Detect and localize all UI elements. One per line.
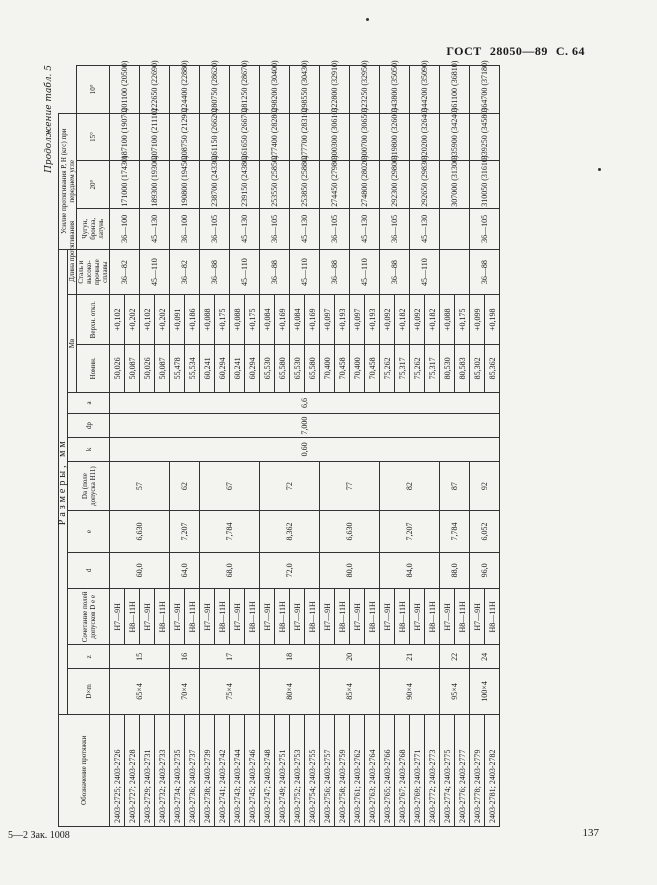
mw-nom-cell: 65,580 bbox=[305, 345, 320, 393]
force-20-cell: 190800 (19450) bbox=[170, 161, 200, 209]
da-cell: 67 bbox=[200, 461, 260, 511]
force-15-cell: 319800 (32600) bbox=[380, 113, 410, 161]
mw-dev-cell: +0,092 bbox=[380, 295, 395, 345]
mw-nom-cell: 65,530 bbox=[290, 345, 305, 393]
col-z: z bbox=[68, 645, 110, 669]
designation-cell: 2403-2732; 2403-2733 bbox=[155, 714, 170, 826]
e-cell: 6,630 bbox=[110, 511, 170, 552]
z-cell: 24 bbox=[470, 645, 500, 669]
force-15-cell: 187100 (19070) bbox=[110, 113, 140, 161]
mw-dev-cell: +0,092 bbox=[410, 295, 425, 345]
tolerance-cell: H7—9H bbox=[410, 589, 425, 645]
d-cell: 72,0 bbox=[260, 552, 320, 589]
scan-speck bbox=[366, 18, 369, 21]
mw-dev-cell: +0,175 bbox=[455, 295, 470, 345]
designation-cell: 2403-2769; 2403-2771 bbox=[410, 714, 425, 826]
a-cell: 6,6 bbox=[110, 392, 500, 414]
designation-cell: 2403-2745; 2403-2746 bbox=[245, 714, 260, 826]
len-steel-cell: 45—110 bbox=[350, 249, 380, 295]
designation-cell: 2403-2743; 2403-2744 bbox=[230, 714, 245, 826]
force-10-cell: 298550 (30430) bbox=[290, 66, 320, 114]
len-cast-cell: 36—105 bbox=[470, 208, 500, 249]
mw-dev-cell: +0,175 bbox=[215, 295, 230, 345]
rotated-table-area bbox=[44, 60, 600, 827]
z-cell: 18 bbox=[260, 645, 320, 669]
len-cast-cell bbox=[440, 208, 470, 249]
e-cell: 7,207 bbox=[380, 511, 440, 552]
table-row bbox=[110, 66, 125, 827]
mw-dev-cell: +0,084 bbox=[290, 295, 305, 345]
col-force-20: 20° bbox=[77, 161, 110, 209]
mw-nom-cell: 75,317 bbox=[425, 345, 440, 393]
z-cell: 16 bbox=[170, 645, 200, 669]
d-cell: 80,0 bbox=[320, 552, 380, 589]
da-cell: 87 bbox=[440, 461, 470, 511]
mw-dev-cell: +0,169 bbox=[275, 295, 290, 345]
force-20-cell: 238700 (24330) bbox=[200, 161, 230, 209]
e-cell: 6,630 bbox=[320, 511, 380, 552]
da-cell: 92 bbox=[470, 461, 500, 511]
mw-nom-cell: 60,294 bbox=[245, 345, 260, 393]
len-steel-cell: 36—88 bbox=[200, 249, 230, 295]
len-steel-cell: 36—88 bbox=[470, 249, 500, 295]
force-15-cell: 261150 (26620) bbox=[200, 113, 230, 161]
force-20-cell: 171000 (17430) bbox=[110, 161, 140, 209]
mw-dev-cell: +0,091 bbox=[170, 295, 185, 345]
len-cast-cell: 45—130 bbox=[140, 208, 170, 249]
dxm-cell: 75×4 bbox=[200, 669, 260, 714]
force-20-cell: 292650 (29830) bbox=[410, 161, 440, 209]
designation-cell: 2403-2756; 2403-2757 bbox=[320, 714, 335, 826]
designation-cell: 2403-2725; 2403-2726 bbox=[110, 714, 125, 826]
tolerance-cell: H8—11H bbox=[305, 589, 320, 645]
force-15-cell: 300300 (30610) bbox=[320, 113, 350, 161]
tolerance-cell: H7—9H bbox=[470, 589, 485, 645]
dxm-cell: 85×4 bbox=[320, 669, 380, 714]
tolerance-cell: H8—11H bbox=[125, 589, 140, 645]
mw-nom-cell: 55,534 bbox=[185, 345, 200, 393]
d-cell: 96,0 bbox=[470, 552, 500, 589]
designation-cell: 2403-2778; 2403-2779 bbox=[470, 714, 485, 826]
mw-nom-cell: 70,458 bbox=[335, 345, 350, 393]
col-dxm: D×m bbox=[68, 669, 110, 714]
mw-nom-cell: 70,458 bbox=[365, 345, 380, 393]
mw-nom-cell: 65,530 bbox=[260, 345, 275, 393]
tolerance-cell: H8—11H bbox=[155, 589, 170, 645]
len-steel-cell: 36—82 bbox=[110, 249, 140, 295]
z-cell: 22 bbox=[440, 645, 470, 669]
tolerance-cell: H7—9H bbox=[440, 589, 455, 645]
force-10-cell: 222650 (22690) bbox=[140, 66, 170, 114]
len-cast-cell: 36—100 bbox=[110, 208, 140, 249]
len-cast-cell: 45—130 bbox=[290, 208, 320, 249]
designation-cell: 2403-2754; 2403-2755 bbox=[305, 714, 320, 826]
footer-order: 5—2 Зак. 1008 bbox=[8, 830, 70, 841]
force-10-cell: 280750 (28620) bbox=[200, 66, 230, 114]
dxm-cell: 80×4 bbox=[260, 669, 320, 714]
rotated-table bbox=[44, 60, 600, 827]
len-steel-cell: 36—88 bbox=[260, 249, 290, 295]
force-15-cell: 320200 (32640) bbox=[410, 113, 440, 161]
force-15-cell: 339250 (34580) bbox=[470, 113, 500, 161]
header-force: Усилие протягивания P, Н (кгс) при переднем угле bbox=[59, 113, 77, 249]
designation-cell: 2403-2734; 2403-2735 bbox=[170, 714, 185, 826]
mw-dev-cell: +0,088 bbox=[230, 295, 245, 345]
d-cell: 60,0 bbox=[110, 552, 170, 589]
mw-dev-cell: +0,102 bbox=[140, 295, 155, 345]
dxm-cell: 90×4 bbox=[380, 669, 440, 714]
col-a: a bbox=[68, 392, 110, 414]
tolerance-cell: H7—9H bbox=[200, 589, 215, 645]
d-cell: 88,0 bbox=[440, 552, 470, 589]
force-15-cell: 207100 (21110) bbox=[140, 113, 170, 161]
d-cell: 68,0 bbox=[200, 552, 260, 589]
broach-table bbox=[57, 60, 500, 827]
col-dp: dp bbox=[68, 414, 110, 438]
force-15-cell: 335900 (34240) bbox=[440, 113, 470, 161]
len-steel-cell: 45—110 bbox=[410, 249, 440, 295]
tolerance-cell: H7—9H bbox=[260, 589, 275, 645]
d-cell: 64,0 bbox=[170, 552, 200, 589]
dxm-cell: 100×4 bbox=[470, 669, 500, 714]
header-sizes: Размеры, мм bbox=[59, 249, 68, 714]
e-cell: 7,784 bbox=[200, 511, 260, 552]
da-cell: 62 bbox=[170, 461, 200, 511]
col-k: k bbox=[68, 438, 110, 462]
len-cast-cell: 36—105 bbox=[260, 208, 290, 249]
force-10-cell: 298200 (30400) bbox=[260, 66, 290, 114]
mw-dev-cell: +0,102 bbox=[110, 295, 125, 345]
mw-dev-cell: +0,088 bbox=[200, 295, 215, 345]
page-number: 137 bbox=[582, 827, 599, 839]
mw-nom-cell: 50,026 bbox=[110, 345, 125, 393]
tolerance-cell: H8—11H bbox=[215, 589, 230, 645]
mw-nom-cell: 50,026 bbox=[140, 345, 155, 393]
dxm-cell: 65×4 bbox=[110, 669, 170, 714]
mw-nom-cell: 80,583 bbox=[455, 345, 470, 393]
tolerance-cell: H7—9H bbox=[320, 589, 335, 645]
mw-nom-cell: 85,302 bbox=[470, 345, 485, 393]
z-cell: 21 bbox=[380, 645, 440, 669]
force-15-cell: 277400 (28280) bbox=[260, 113, 290, 161]
force-10-cell: 364700 (37180) bbox=[470, 66, 500, 114]
da-cell: 82 bbox=[380, 461, 440, 511]
designation-cell: 2403-2765; 2403-2766 bbox=[380, 714, 395, 826]
designation-cell: 2403-2781; 2403-2782 bbox=[485, 714, 500, 826]
col-da: Da (поле допуска H11) bbox=[68, 461, 110, 511]
designation-cell: 2403-2772; 2403-2773 bbox=[425, 714, 440, 826]
len-cast-cell: 36—105 bbox=[320, 208, 350, 249]
mw-nom-cell: 85,362 bbox=[485, 345, 500, 393]
col-designation: Обозначение протяжки bbox=[59, 714, 110, 826]
force-20-cell: 239150 (24380) bbox=[230, 161, 260, 209]
page-header bbox=[438, 44, 585, 59]
e-cell: 7,784 bbox=[440, 511, 470, 552]
e-cell: 8,362 bbox=[260, 511, 320, 552]
force-15-cell: 277700 (28310) bbox=[290, 113, 320, 161]
col-force-10: 10° bbox=[77, 66, 110, 114]
mw-dev-cell: +0,097 bbox=[350, 295, 365, 345]
mw-dev-cell: +0,186 bbox=[185, 295, 200, 345]
tolerance-cell: H7—9H bbox=[170, 589, 185, 645]
mw-dev-cell: +0,169 bbox=[305, 295, 320, 345]
len-cast-cell: 36—100 bbox=[170, 208, 200, 249]
header-number: 28050—89 bbox=[489, 44, 548, 58]
tolerance-cell: H8—11H bbox=[365, 589, 380, 645]
mw-nom-cell: 60,294 bbox=[215, 345, 230, 393]
mw-nom-cell: 60,241 bbox=[230, 345, 245, 393]
da-cell: 57 bbox=[110, 461, 170, 511]
force-10-cell: 201100 (20500) bbox=[110, 66, 140, 114]
e-cell: 7,207 bbox=[170, 511, 200, 552]
designation-cell: 2403-2774; 2403-2775 bbox=[440, 714, 455, 826]
designation-cell: 2403-2761; 2403-2762 bbox=[350, 714, 365, 826]
tolerance-cell: H7—9H bbox=[350, 589, 365, 645]
mw-nom-cell: 65,580 bbox=[275, 345, 290, 393]
force-20-cell: 253550 (25850) bbox=[260, 161, 290, 209]
force-15-cell: 300700 (30650) bbox=[350, 113, 380, 161]
header-gost: ГОСТ bbox=[446, 44, 482, 58]
designation-cell: 2403-2741; 2403-2742 bbox=[215, 714, 230, 826]
len-steel-cell: 36—88 bbox=[320, 249, 350, 295]
designation-cell: 2403-2729; 2403-2731 bbox=[140, 714, 155, 826]
len-steel-cell: 45—110 bbox=[230, 249, 260, 295]
header-mw: Mв bbox=[68, 295, 77, 392]
len-cast-cell: 45—130 bbox=[410, 208, 440, 249]
force-20-cell: 274450 (27980) bbox=[320, 161, 350, 209]
len-steel-cell: 36—82 bbox=[170, 249, 200, 295]
e-cell: 6,052 bbox=[470, 511, 500, 552]
tolerance-cell: H8—11H bbox=[245, 589, 260, 645]
mw-nom-cell: 75,262 bbox=[380, 345, 395, 393]
mw-nom-cell: 55,478 bbox=[170, 345, 185, 393]
tolerance-cell: H8—11H bbox=[275, 589, 290, 645]
continuation-note: Продолжение табл. 5 bbox=[44, 65, 54, 173]
mw-nom-cell: 80,530 bbox=[440, 345, 455, 393]
force-10-cell: 343800 (35050) bbox=[380, 66, 410, 114]
mw-dev-cell: +0,193 bbox=[365, 295, 380, 345]
z-cell: 17 bbox=[200, 645, 260, 669]
tolerance-cell: H7—9H bbox=[380, 589, 395, 645]
mw-dev-cell: +0,097 bbox=[320, 295, 335, 345]
tolerance-cell: H8—11H bbox=[335, 589, 350, 645]
mw-nom-cell: 70,400 bbox=[350, 345, 365, 393]
force-15-cell: 261650 (26670) bbox=[230, 113, 260, 161]
k-cell: 0,60 bbox=[110, 438, 500, 462]
len-cast-cell: 36—105 bbox=[380, 208, 410, 249]
mw-dev-cell: +0,084 bbox=[260, 295, 275, 345]
mw-dev-cell: +0,202 bbox=[125, 295, 140, 345]
d-cell: 84,0 bbox=[380, 552, 440, 589]
dp-cell: 7,000 bbox=[110, 414, 500, 438]
col-d: d bbox=[68, 552, 110, 589]
designation-cell: 2403-2727; 2403-2728 bbox=[125, 714, 140, 826]
header-length: Длина протягивания bbox=[68, 208, 77, 295]
dxm-cell: 95×4 bbox=[440, 669, 470, 714]
mw-nom-cell: 75,317 bbox=[395, 345, 410, 393]
mw-nom-cell: 70,400 bbox=[320, 345, 335, 393]
force-10-cell: 322800 (32910) bbox=[320, 66, 350, 114]
z-cell: 20 bbox=[320, 645, 380, 669]
mw-dev-cell: +0,175 bbox=[245, 295, 260, 345]
mw-nom-cell: 60,241 bbox=[200, 345, 215, 393]
z-cell: 15 bbox=[110, 645, 170, 669]
mw-nom-cell: 50,087 bbox=[125, 345, 140, 393]
mw-dev-cell: +0,202 bbox=[155, 295, 170, 345]
col-len-steel: Сталь и высоко-прочные сплавы bbox=[77, 249, 110, 295]
designation-cell: 2403-2749; 2403-2751 bbox=[275, 714, 290, 826]
da-cell: 77 bbox=[320, 461, 380, 511]
force-10-cell: 224400 (22880) bbox=[170, 66, 200, 114]
force-10-cell: 323250 (32950) bbox=[350, 66, 380, 114]
col-tolerance: Сочетание полей допусков D e e bbox=[68, 589, 110, 645]
force-10-cell: 281250 (28670) bbox=[230, 66, 260, 114]
mw-dev-cell: +0,182 bbox=[425, 295, 440, 345]
force-20-cell: 292300 (29800) bbox=[380, 161, 410, 209]
designation-cell: 2403-2752; 2403-2753 bbox=[290, 714, 305, 826]
mw-nom-cell: 50,087 bbox=[155, 345, 170, 393]
tolerance-cell: H8—11H bbox=[425, 589, 440, 645]
designation-cell: 2403-2776; 2403-2777 bbox=[455, 714, 470, 826]
force-20-cell: 189300 (19300) bbox=[140, 161, 170, 209]
len-steel-cell: 36—88 bbox=[380, 249, 410, 295]
designation-cell: 2403-2758; 2403-2759 bbox=[335, 714, 350, 826]
designation-cell: 2403-2738; 2403-2739 bbox=[200, 714, 215, 826]
tolerance-cell: H7—9H bbox=[230, 589, 245, 645]
tolerance-cell: H7—9H bbox=[290, 589, 305, 645]
len-cast-cell: 45—130 bbox=[230, 208, 260, 249]
mw-dev-cell: +0,099 bbox=[470, 295, 485, 345]
tolerance-cell: H8—11H bbox=[485, 589, 500, 645]
force-20-cell: 310050 (31610) bbox=[470, 161, 500, 209]
tolerance-cell: H7—9H bbox=[140, 589, 155, 645]
designation-cell: 2403-2747; 2403-2748 bbox=[260, 714, 275, 826]
len-steel-cell bbox=[440, 249, 470, 295]
da-cell: 72 bbox=[260, 461, 320, 511]
force-20-cell: 253850 (25880) bbox=[290, 161, 320, 209]
force-15-cell: 208750 (21290) bbox=[170, 113, 200, 161]
designation-cell: 2403-2736; 2403-2737 bbox=[185, 714, 200, 826]
len-steel-cell: 45—110 bbox=[140, 249, 170, 295]
len-cast-cell: 45—130 bbox=[350, 208, 380, 249]
mw-dev-cell: +0,193 bbox=[335, 295, 350, 345]
header-page: С. 64 bbox=[555, 44, 585, 58]
force-20-cell: 307000 (31300) bbox=[440, 161, 470, 209]
designation-cell: 2403-2763; 2403-2764 bbox=[365, 714, 380, 826]
tolerance-cell: H8—11H bbox=[185, 589, 200, 645]
col-mw-nom: Номин. bbox=[77, 345, 110, 393]
col-e: e bbox=[68, 511, 110, 552]
len-cast-cell: 36—105 bbox=[200, 208, 230, 249]
len-steel-cell: 45—110 bbox=[290, 249, 320, 295]
designation-cell: 2403-2767; 2403-2768 bbox=[395, 714, 410, 826]
tolerance-cell: H7—9H bbox=[110, 589, 125, 645]
col-len-cast: Чугун, бронза, латунь bbox=[77, 208, 110, 249]
mw-dev-cell: +0,088 bbox=[440, 295, 455, 345]
mw-dev-cell: +0,198 bbox=[485, 295, 500, 345]
tolerance-cell: H8—11H bbox=[455, 589, 470, 645]
tolerance-cell: H8—11H bbox=[395, 589, 410, 645]
force-10-cell: 344200 (35090) bbox=[410, 66, 440, 114]
force-10-cell: 361100 (36810) bbox=[440, 66, 470, 114]
mw-nom-cell: 75,262 bbox=[410, 345, 425, 393]
force-20-cell: 274800 (28020) bbox=[350, 161, 380, 209]
col-force-15: 15° bbox=[77, 113, 110, 161]
mw-dev-cell: +0,182 bbox=[395, 295, 410, 345]
col-mw-dev: Верхн. откл. bbox=[77, 295, 110, 345]
dxm-cell: 70×4 bbox=[170, 669, 200, 714]
